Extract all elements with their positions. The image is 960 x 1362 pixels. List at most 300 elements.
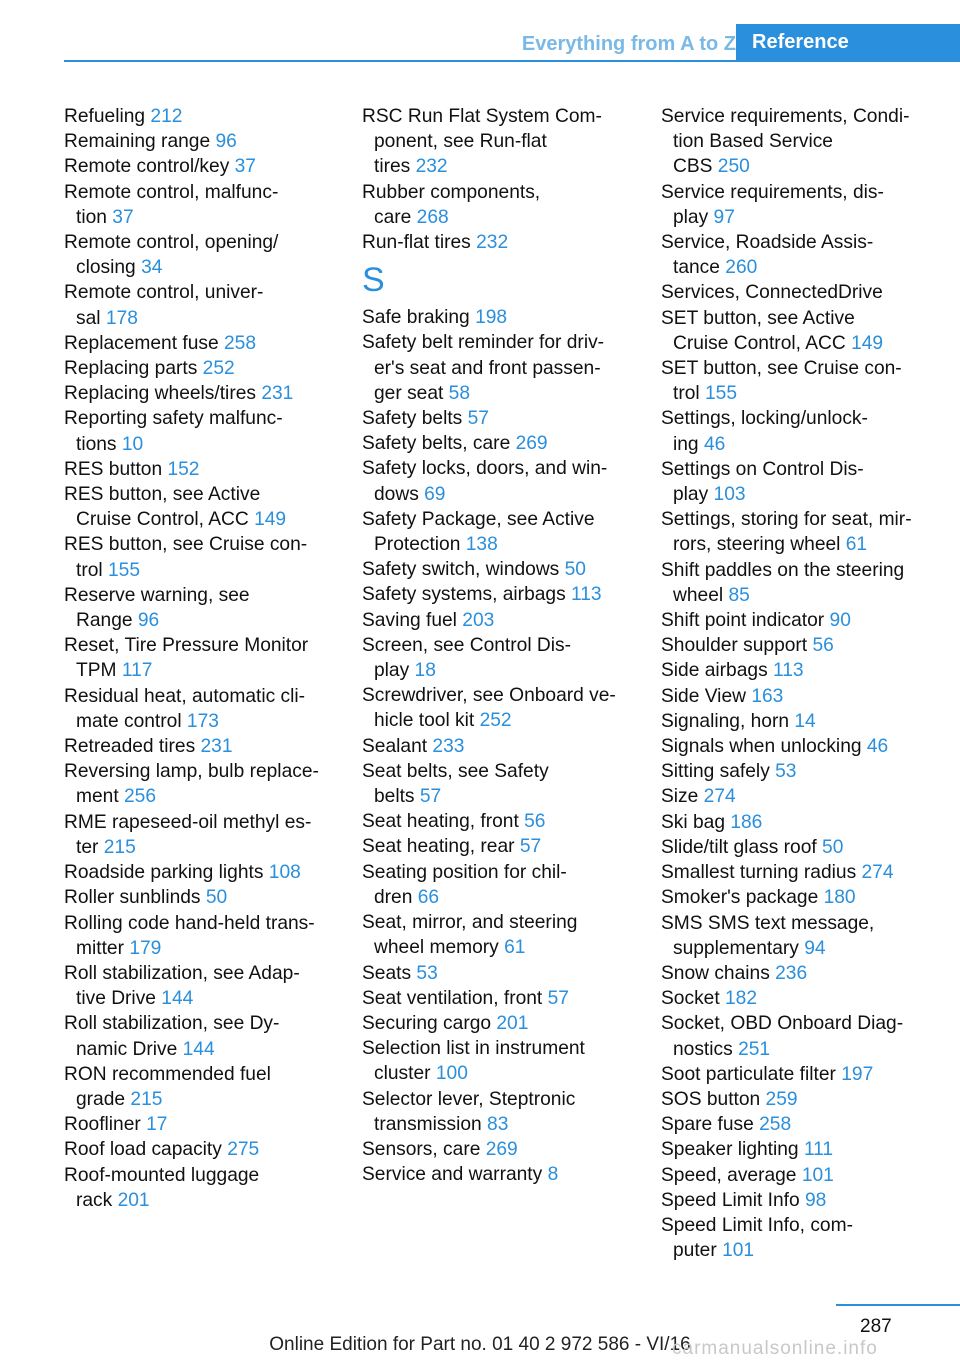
page-reference-link[interactable]: 113 bbox=[571, 584, 602, 606]
index-entry-text: tion bbox=[76, 206, 113, 228]
page-reference-link[interactable]: 260 bbox=[725, 257, 758, 279]
index-entry-text: Remote control/key bbox=[64, 156, 235, 178]
page-reference-link[interactable]: 163 bbox=[751, 685, 784, 707]
index-letter-heading: S bbox=[362, 261, 385, 300]
index-entry-text: Replacing parts bbox=[64, 358, 203, 380]
index-entry-text: namic Drive bbox=[76, 1038, 183, 1060]
page-reference-link[interactable]: 201 bbox=[117, 1189, 150, 1211]
index-entry bbox=[64, 154, 334, 179]
index-entry-text: Range bbox=[76, 610, 138, 632]
index-entry-text: SMS SMS text message, bbox=[661, 912, 875, 934]
page-reference-link[interactable]: 144 bbox=[182, 1038, 215, 1060]
page-reference-link[interactable]: 14 bbox=[794, 710, 816, 732]
page-reference-link[interactable]: 37 bbox=[234, 156, 256, 178]
index-entry bbox=[64, 230, 334, 280]
page-reference-link[interactable]: 258 bbox=[759, 1114, 792, 1136]
index-entry bbox=[64, 633, 334, 683]
index-entry bbox=[64, 1062, 334, 1112]
index-entry bbox=[661, 1087, 931, 1112]
index-entry-text: Speed Limit Info bbox=[661, 1189, 805, 1211]
index-entry-text: Cruise Control, ACC bbox=[673, 332, 852, 354]
index-entry bbox=[64, 885, 334, 910]
page-reference-link[interactable]: 94 bbox=[804, 937, 826, 959]
index-entry-text: ing bbox=[673, 433, 704, 455]
index-entry bbox=[362, 860, 632, 910]
index-entry-text: Soot particulate filter bbox=[661, 1063, 842, 1085]
index-entry bbox=[362, 1137, 632, 1162]
page-reference-link[interactable]: 58 bbox=[448, 382, 471, 404]
index-entry bbox=[64, 280, 334, 330]
index-entry-text: ter bbox=[76, 836, 104, 858]
index-entry bbox=[661, 230, 931, 280]
index-entry-text: Reserve warning, see bbox=[64, 584, 250, 606]
index-entry-text: Service, Roadside Assis- bbox=[661, 232, 874, 254]
page-reference-link[interactable]: 46 bbox=[703, 433, 726, 455]
page-reference-link[interactable]: 57 bbox=[519, 836, 542, 858]
index-entry-text: Signals when unlocking bbox=[661, 736, 867, 758]
index-entry bbox=[362, 734, 632, 759]
page-reference-link[interactable]: 180 bbox=[823, 887, 856, 909]
index-entry-text: Remote control, univer- bbox=[64, 282, 264, 304]
index-entry-text: Seat heating, front bbox=[362, 811, 525, 833]
index-entry-text: belts bbox=[374, 786, 420, 808]
index-entry-text: Sealant bbox=[362, 735, 433, 757]
index-entry bbox=[661, 835, 931, 860]
index-entry-text: Screwdriver, see Onboard ve- bbox=[362, 685, 616, 707]
index-entry-text: RON recommended fuel bbox=[64, 1063, 271, 1085]
edition-note: Online Edition for Part no. 01 40 2 972 586 - VI/16 bbox=[269, 1334, 691, 1355]
index-entry bbox=[362, 759, 632, 809]
page-reference-link[interactable]: 250 bbox=[717, 156, 750, 178]
index-entry bbox=[362, 104, 632, 180]
page-reference-link[interactable]: 100 bbox=[435, 1063, 468, 1085]
index-entry-text: RSC Run Flat System Com- bbox=[362, 106, 602, 127]
page-reference-link[interactable]: 96 bbox=[137, 610, 160, 632]
index-entry-text: Safe braking bbox=[362, 307, 476, 329]
index-entry-text: Spare fuse bbox=[661, 1114, 760, 1136]
page-reference-link[interactable]: 83 bbox=[487, 1113, 509, 1135]
index-entry-text: Remaining range bbox=[64, 131, 216, 153]
index-entry bbox=[362, 1162, 632, 1187]
page-reference-link[interactable]: 101 bbox=[801, 1164, 834, 1186]
index-entry bbox=[661, 356, 931, 406]
index-entry-text: Shoulder support bbox=[661, 635, 813, 657]
index-entry bbox=[661, 608, 931, 633]
index-entry-text: sal bbox=[76, 307, 106, 329]
index-entry-text: tance bbox=[673, 257, 726, 279]
index-entry-text: Residual heat, automatic cli- bbox=[64, 685, 306, 707]
page-reference-link[interactable]: 117 bbox=[121, 660, 153, 682]
index-entry bbox=[661, 1011, 931, 1061]
index-entry bbox=[64, 129, 334, 154]
index-entry-text: Socket bbox=[661, 988, 725, 1010]
index-entry-text: Remote control, opening/ bbox=[64, 232, 279, 254]
index-entry-text: SET button, see Cruise con- bbox=[661, 358, 902, 380]
page-reference-link[interactable]: 236 bbox=[775, 962, 808, 984]
page-reference-link[interactable]: 231 bbox=[200, 736, 233, 758]
page-reference-link[interactable]: 53 bbox=[775, 761, 797, 783]
index-entry bbox=[64, 734, 334, 759]
index-entry-text: Rolling code hand-held trans- bbox=[64, 912, 315, 934]
index-entry-text: Side airbags bbox=[661, 660, 773, 682]
index-entry-text: Roller sunblinds bbox=[64, 887, 206, 909]
page-reference-link[interactable]: 149 bbox=[851, 332, 884, 354]
index-entry-text: Snow chains bbox=[661, 962, 776, 984]
index-entry bbox=[661, 280, 931, 305]
index-entry bbox=[362, 180, 632, 230]
page-reference-link[interactable]: 57 bbox=[419, 786, 442, 808]
index-entry-text: SOS button bbox=[661, 1088, 766, 1110]
page-reference-link[interactable]: 108 bbox=[268, 862, 301, 884]
index-entry-text: Safety systems, airbags bbox=[362, 584, 572, 606]
page-reference-link[interactable]: 233 bbox=[432, 735, 465, 757]
index-entry-text: Settings, storing for seat, mir- bbox=[661, 509, 912, 531]
index-column-3 bbox=[661, 104, 931, 1263]
index-entry bbox=[661, 633, 931, 658]
index-entry bbox=[64, 532, 334, 582]
index-entry-text: RES button, see Active bbox=[64, 484, 261, 506]
index-entry-text: rors, steering wheel bbox=[673, 534, 846, 556]
index-entry bbox=[661, 1213, 931, 1263]
index-entry-text: tion Based Service bbox=[673, 131, 833, 153]
page-reference-link[interactable]: 178 bbox=[105, 307, 138, 329]
index-entry-text: ger seat bbox=[374, 382, 449, 404]
page-reference-link[interactable]: 152 bbox=[167, 458, 200, 480]
index-entry-text: RME rapeseed-oil methyl es- bbox=[64, 811, 312, 833]
index-entry bbox=[64, 911, 334, 961]
page-reference-link[interactable]: 101 bbox=[722, 1240, 755, 1262]
page-reference-link[interactable]: 10 bbox=[121, 433, 144, 455]
index-entry-text: RES button, see Cruise con- bbox=[64, 534, 308, 556]
index-entry bbox=[362, 1011, 632, 1036]
index-entry bbox=[64, 381, 334, 406]
index-entry bbox=[661, 961, 931, 986]
index-entry-text: mitter bbox=[76, 937, 130, 959]
index-entry-text: Run-flat tires bbox=[362, 232, 477, 254]
index-entry bbox=[64, 684, 334, 734]
index-entry-text: Seat heating, rear bbox=[362, 836, 520, 858]
index-entry-text: Service and warranty bbox=[362, 1164, 548, 1186]
index-entry-text: Signaling, horn bbox=[661, 710, 795, 732]
index-entry bbox=[661, 406, 931, 456]
index-entry bbox=[661, 709, 931, 734]
index-entry bbox=[362, 809, 632, 834]
index-entry-text: Side View bbox=[661, 685, 752, 707]
page-reference-link[interactable]: 269 bbox=[515, 433, 548, 455]
index-entry-text: Seat, mirror, and steering bbox=[362, 912, 578, 934]
index-entry-text: Speed, average bbox=[661, 1164, 802, 1186]
page-reference-link[interactable]: 34 bbox=[141, 257, 163, 279]
index-entry bbox=[661, 1163, 931, 1188]
page-reference-link[interactable]: 85 bbox=[728, 584, 750, 606]
index-entry bbox=[64, 961, 334, 1011]
index-entry bbox=[64, 356, 334, 381]
index-entry-text: Speed Limit Info, com- bbox=[661, 1214, 853, 1236]
watermark: carmanualsonline.info bbox=[672, 1338, 878, 1359]
index-entry-text: Roll stabilization, see Dy- bbox=[64, 1013, 280, 1035]
page-reference-link[interactable]: 173 bbox=[186, 710, 219, 732]
index-entry-text: Selector lever, Steptronic bbox=[362, 1088, 576, 1110]
header-section-link[interactable]: Everything from A to Z bbox=[521, 33, 736, 55]
index-entry bbox=[661, 658, 931, 683]
page-reference-link[interactable]: 138 bbox=[465, 534, 498, 556]
page-reference-link[interactable]: 149 bbox=[254, 509, 287, 531]
index-entry-text: Safety locks, doors, and win- bbox=[362, 458, 608, 480]
page-reference-link[interactable]: 182 bbox=[725, 988, 758, 1010]
index-entry-text: Reset, Tire Pressure Monitor bbox=[64, 635, 309, 657]
page-reference-link[interactable]: 251 bbox=[738, 1038, 771, 1060]
index-entry bbox=[661, 684, 931, 709]
page-reference-link[interactable]: 37 bbox=[112, 206, 134, 228]
page-reference-link[interactable]: 258 bbox=[223, 332, 256, 354]
page-reference-link[interactable]: 111 bbox=[803, 1139, 834, 1161]
index-entry-text: Seat ventilation, front bbox=[362, 987, 548, 1009]
page-reference-link[interactable]: 203 bbox=[462, 609, 495, 631]
index-entry-text: Settings, locking/unlock- bbox=[661, 408, 868, 430]
index-entry-text: Settings on Control Dis- bbox=[661, 458, 864, 480]
index-entry bbox=[661, 104, 931, 180]
page-reference-link[interactable]: 18 bbox=[414, 660, 436, 682]
page-reference-link[interactable]: 8 bbox=[547, 1164, 559, 1186]
index-entry-text: Replacement fuse bbox=[64, 332, 224, 354]
index-entry bbox=[64, 583, 334, 633]
page-reference-link[interactable]: 197 bbox=[841, 1063, 874, 1085]
index-entry bbox=[362, 683, 632, 733]
index-entry-text: Seat belts, see Safety bbox=[362, 760, 549, 782]
index-entry-text: Size bbox=[661, 786, 704, 808]
index-entry-text: trol bbox=[76, 559, 108, 581]
page-reference-link[interactable]: 232 bbox=[476, 232, 509, 254]
page-reference-link[interactable]: 259 bbox=[765, 1088, 798, 1110]
index-entry bbox=[661, 986, 931, 1011]
index-entry-text: Reversing lamp, bulb replace- bbox=[64, 761, 319, 783]
index-entry bbox=[362, 330, 632, 406]
index-entry bbox=[661, 1188, 931, 1213]
index-entry-text: dren bbox=[374, 886, 418, 908]
index-entry bbox=[362, 507, 632, 557]
page-reference-link[interactable]: 96 bbox=[215, 131, 237, 153]
index-entry-text: Service requirements, Condi- bbox=[661, 106, 910, 127]
page-reference-link[interactable]: 66 bbox=[417, 886, 440, 908]
index-entry bbox=[661, 306, 931, 356]
index-entry bbox=[362, 456, 632, 506]
index-entry-text: ponent, see Run-flat bbox=[374, 131, 547, 153]
index-entry-text: RES button bbox=[64, 458, 168, 480]
index-entry bbox=[64, 1011, 334, 1061]
index-entry-text: tires bbox=[374, 156, 416, 178]
index-column-1 bbox=[64, 104, 334, 1213]
page-reference-link[interactable]: 275 bbox=[227, 1139, 260, 1161]
index-entry bbox=[64, 180, 334, 230]
page-reference-link[interactable]: 50 bbox=[564, 559, 586, 581]
index-entry bbox=[64, 457, 334, 482]
index-entry-text: Seats bbox=[362, 962, 417, 984]
index-entry-text: Safety belts, care bbox=[362, 433, 516, 455]
index-entry-text: CBS bbox=[673, 156, 718, 178]
page-reference-link[interactable]: 56 bbox=[812, 635, 834, 657]
index-entry bbox=[362, 961, 632, 986]
page-reference-link[interactable]: 179 bbox=[129, 937, 162, 959]
page-reference-link[interactable]: 98 bbox=[805, 1189, 827, 1211]
index-entry bbox=[64, 810, 334, 860]
index-entry bbox=[661, 810, 931, 835]
page-reference-link[interactable]: 198 bbox=[475, 307, 508, 329]
index-entry bbox=[661, 457, 931, 507]
index-entry-text: Safety belts bbox=[362, 408, 468, 430]
index-entry bbox=[661, 507, 931, 557]
index-entry-text: supplementary bbox=[673, 937, 805, 959]
index-entry-text: Services, ConnectedDrive bbox=[661, 282, 883, 304]
page-reference-link[interactable]: 252 bbox=[202, 358, 235, 380]
page-reference-link[interactable]: 268 bbox=[416, 206, 449, 228]
index-entry-text: Remote control, malfunc- bbox=[64, 181, 279, 203]
index-entry bbox=[362, 1036, 632, 1086]
index-entry-text: Selection list in instrument bbox=[362, 1038, 585, 1060]
page-reference-link[interactable]: 232 bbox=[415, 156, 448, 178]
index-entry-text: trol bbox=[673, 383, 705, 405]
index-entry-text: Roof-mounted luggage bbox=[64, 1164, 260, 1186]
index-entry-text: mate control bbox=[76, 710, 187, 732]
index-entry-text: care bbox=[374, 206, 417, 228]
index-entry-text: wheel bbox=[673, 584, 729, 606]
index-entry bbox=[64, 331, 334, 356]
index-entry-text: Roadside parking lights bbox=[64, 862, 269, 884]
index-entry bbox=[362, 230, 632, 255]
index-entry-text: tive Drive bbox=[76, 988, 162, 1010]
index-entry bbox=[362, 834, 632, 859]
index-entry bbox=[661, 1137, 931, 1162]
index-entry-text: transmission bbox=[374, 1113, 488, 1135]
page-reference-link[interactable]: 201 bbox=[496, 1012, 529, 1034]
index-entry-text: Seating position for chil- bbox=[362, 861, 567, 883]
page-reference-link[interactable]: 61 bbox=[845, 534, 868, 556]
index-entry bbox=[362, 406, 632, 431]
index-entry-text: Safety Package, see Active bbox=[362, 508, 595, 530]
page-reference-link[interactable]: 56 bbox=[524, 811, 546, 833]
index-entry bbox=[362, 582, 632, 607]
index-entry bbox=[64, 104, 334, 129]
index-entry-text: play bbox=[673, 484, 714, 506]
index-entry-text: grade bbox=[76, 1088, 131, 1110]
page-reference-link[interactable]: 186 bbox=[730, 811, 763, 833]
page-reference-link[interactable]: 113 bbox=[773, 660, 804, 682]
page-reference-link[interactable]: 155 bbox=[108, 559, 141, 581]
index-entry-text: Sitting safely bbox=[661, 761, 776, 783]
index-entry bbox=[64, 482, 334, 532]
index-entry bbox=[661, 734, 931, 759]
page-number: 287 bbox=[860, 1316, 892, 1337]
index-entry bbox=[64, 406, 334, 456]
index-entry-text: Protection bbox=[374, 534, 466, 556]
page-reference-link[interactable]: 97 bbox=[713, 206, 735, 228]
index-column-2 bbox=[362, 104, 632, 1187]
index-entry bbox=[362, 431, 632, 456]
index-entry-text: Safety belt reminder for driv- bbox=[362, 332, 605, 354]
index-entry bbox=[661, 1062, 931, 1087]
index-entry bbox=[64, 759, 334, 809]
page-reference-link[interactable]: 90 bbox=[829, 610, 851, 632]
page-reference-link[interactable]: 50 bbox=[205, 887, 228, 909]
index-entry bbox=[661, 180, 931, 230]
index-entry-text: ment bbox=[76, 786, 124, 808]
page-reference-link[interactable]: 269 bbox=[485, 1138, 518, 1160]
index-entry-text: Shift point indicator bbox=[661, 610, 830, 632]
page-reference-link[interactable]: 17 bbox=[146, 1114, 168, 1136]
index-entry-text: hicle tool kit bbox=[374, 710, 480, 732]
index-entry-text: Retreaded tires bbox=[64, 736, 201, 758]
index-entry bbox=[661, 911, 931, 961]
index-entry-text: Service requirements, dis- bbox=[661, 181, 884, 203]
index-entry-text: Ski bag bbox=[661, 811, 731, 833]
page-reference-link[interactable]: 144 bbox=[161, 988, 194, 1010]
page-reference-link[interactable]: 53 bbox=[416, 962, 438, 984]
index-entry bbox=[362, 910, 632, 960]
index-entry bbox=[64, 860, 334, 885]
page-reference-link[interactable]: 231 bbox=[261, 383, 294, 405]
index-entry-text: nostics bbox=[673, 1038, 739, 1060]
index-entry bbox=[362, 305, 632, 330]
index-entry-text: dows bbox=[374, 483, 425, 505]
index-entry bbox=[362, 633, 632, 683]
index-entry-text: Socket, OBD Onboard Diag- bbox=[661, 1013, 904, 1035]
index-entry-text: Roofliner bbox=[64, 1114, 147, 1136]
index-entry bbox=[661, 860, 931, 885]
index-entry-text: SET button, see Active bbox=[661, 307, 855, 329]
page-reference-link[interactable]: 274 bbox=[703, 786, 736, 808]
page-reference-link[interactable]: 50 bbox=[822, 836, 844, 858]
index-entry-text: Slide/tilt glass roof bbox=[661, 836, 823, 858]
page-reference-link[interactable]: 46 bbox=[866, 736, 889, 758]
index-entry-text: Rubber components, bbox=[362, 181, 541, 203]
index-entry bbox=[64, 1137, 334, 1162]
index-entry bbox=[661, 885, 931, 910]
index-entry-text: Reporting safety malfunc- bbox=[64, 408, 283, 430]
page-reference-link[interactable]: 61 bbox=[504, 937, 526, 959]
index-entry-text: Shift paddles on the steering bbox=[661, 559, 905, 581]
index-entry-text: cluster bbox=[374, 1063, 436, 1085]
page-reference-link[interactable]: 212 bbox=[150, 106, 183, 127]
index-entry-text: play bbox=[673, 206, 714, 228]
footer-rule bbox=[836, 1304, 960, 1306]
page-reference-link[interactable]: 215 bbox=[130, 1088, 163, 1110]
index-entry-text: Replacing wheels/tires bbox=[64, 383, 262, 405]
index-entry-text: Safety switch, windows bbox=[362, 559, 565, 581]
page-reference-link[interactable]: 274 bbox=[861, 862, 894, 884]
page-reference-link[interactable]: 215 bbox=[103, 836, 136, 858]
index-entry bbox=[661, 759, 931, 784]
page-reference-link[interactable]: 57 bbox=[467, 408, 489, 430]
index-entry-text: wheel memory bbox=[374, 937, 505, 959]
page-reference-link[interactable]: 256 bbox=[124, 786, 157, 808]
header-tab-reference[interactable]: Reference bbox=[736, 24, 960, 60]
index-entry-text: Smoker's package bbox=[661, 887, 824, 909]
index-entry bbox=[362, 1087, 632, 1137]
index-entry-text: er's seat and front passen- bbox=[374, 357, 601, 379]
index-entry-text: Roof load capacity bbox=[64, 1139, 228, 1161]
page-reference-link[interactable]: 69 bbox=[424, 483, 446, 505]
page-reference-link[interactable]: 252 bbox=[479, 710, 512, 732]
index-entry bbox=[661, 558, 931, 608]
page-reference-link[interactable]: 103 bbox=[713, 484, 746, 506]
index-entry-text: Roll stabilization, see Adap- bbox=[64, 962, 300, 984]
page-reference-link[interactable]: 155 bbox=[705, 383, 738, 405]
page-reference-link[interactable]: 57 bbox=[547, 987, 569, 1009]
index-entry bbox=[64, 1163, 334, 1213]
index-entry bbox=[362, 986, 632, 1011]
index-entry-text: Refueling bbox=[64, 106, 151, 127]
index-entry bbox=[661, 1112, 931, 1137]
index-entry-text: Speaker lighting bbox=[661, 1139, 804, 1161]
